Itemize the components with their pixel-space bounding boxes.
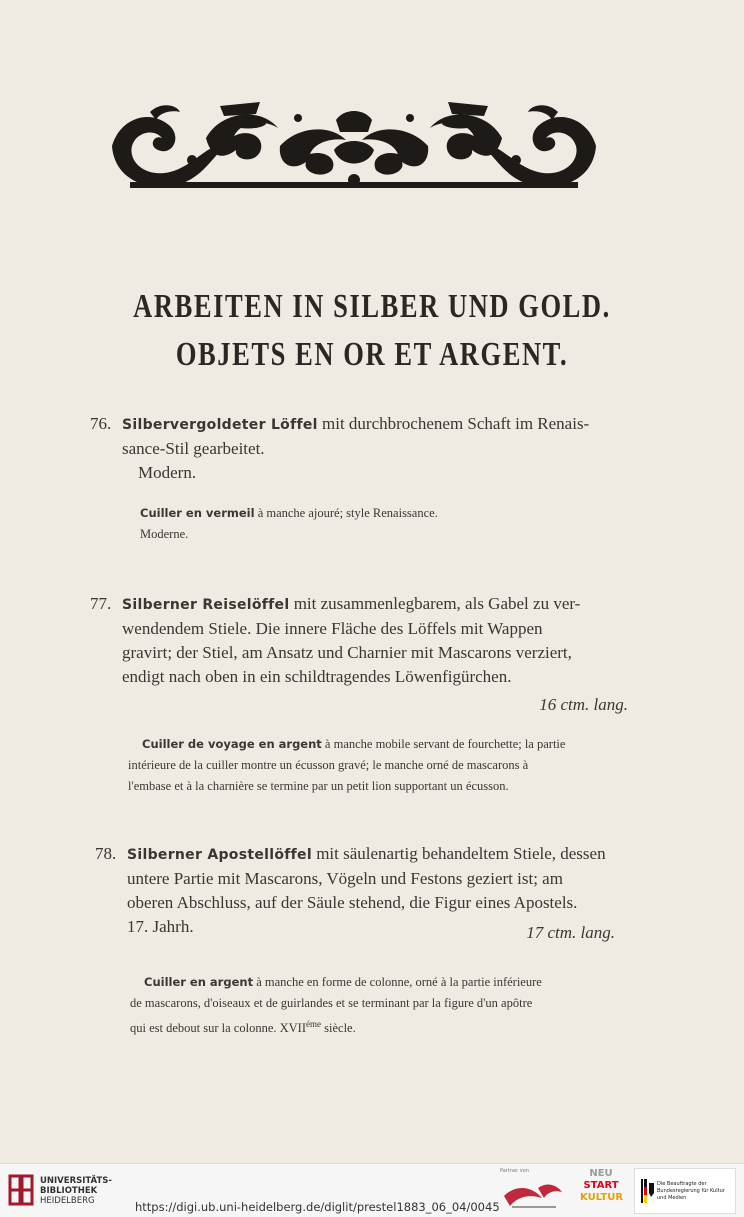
permalink-url[interactable]: https://digi.ub.uni-heidelberg.de/diglit/prestel1883_06_04/0045 [135,1200,500,1214]
ub-heidelberg-icon [6,1172,36,1208]
entry-number: 78. [95,844,117,863]
federal-eagle-icon [641,1179,655,1203]
entry-title: Silberner Reiselöffel [122,597,290,613]
entry-size: 16 ctm. lang. [539,695,628,714]
viewer-footer [0,1163,744,1217]
catalog-entry-77-german: 77. Silberner Reiselöffel mit zusammenlegbarem, als Gabel zu ver- wendendem Stiele. Die innere Fläche des Löffels mit Wappen gravirt; der Stiel, am Ansatz und Charnier mit Mascarons verziert, endigt nach oben in ein schildtragendes Löwenfigürchen. 16 ctm. lang. [90,592,650,717]
neustart-kultur-logo[interactable]: NEU START KULTUR [580,1168,624,1203]
entry-number: 76. [90,414,112,433]
entry-size: 17 ctm. lang. [526,923,615,942]
catalog-entry-77-french: Cuiller de voyage en argent à manche mobile servant de fourchette; la partie intérieure de la cuiller montre un écusson gravé; le manche orné de mascarons à l'embase et à la charnière se termine par un petit lion supportant un écusson. [128,737,566,793]
bkm-logo[interactable]: Die Beauftragte der Bundesregierung für Kultur und Medien [634,1168,736,1214]
catalog-entry-76-french: Cuiller en vermeil à manche ajouré; style Renaissance. Moderne. [140,506,438,541]
partner-label: Partner von [500,1168,529,1174]
ub-heidelberg-logo[interactable]: UNIVERSITÄTS- BIBLIOTHEK HEIDELBERG [6,1170,116,1212]
page-title-german: ARBEITEN IN SILBER UND GOLD. [133,288,611,325]
ornamental-header-vignette [110,98,598,194]
catalog-entry-78-german: 78. Silberner Apostellöffel mit säulenartig behandeltem Stiele, dessen untere Partie mit Mascarons, Vögeln und Festons geziert ist; am oberen Abschluss, auf der Säule stehend, die Figur eines Apostels. 17. Jahrh. 17 ctm. lang. [95,842,645,939]
page-title-french: OBJETS EN OR ET ARGENT. [175,336,569,373]
entry-title: Silberner Apostellöffel [127,847,312,863]
catalog-entry-76-german: 76. Silbervergoldeter Löffel mit durchbrochenem Schaft im Renais- sance-Stil gearbeitet. Modern. [90,414,590,482]
entry-number: 77. [90,594,112,613]
entry-title: Silbervergoldeter Löffel [122,417,318,433]
partner-logo-icon [498,1176,568,1212]
catalog-entry-78-french: Cuiller en argent à manche en forme de colonne, orné à la partie inférieure de mascarons, d'oiseaux et de guirlandes et se terminant par la figure d'un apôtre qui est debout sur la colonne. $XVII^{éme}$ siècle. [130,975,542,1036]
